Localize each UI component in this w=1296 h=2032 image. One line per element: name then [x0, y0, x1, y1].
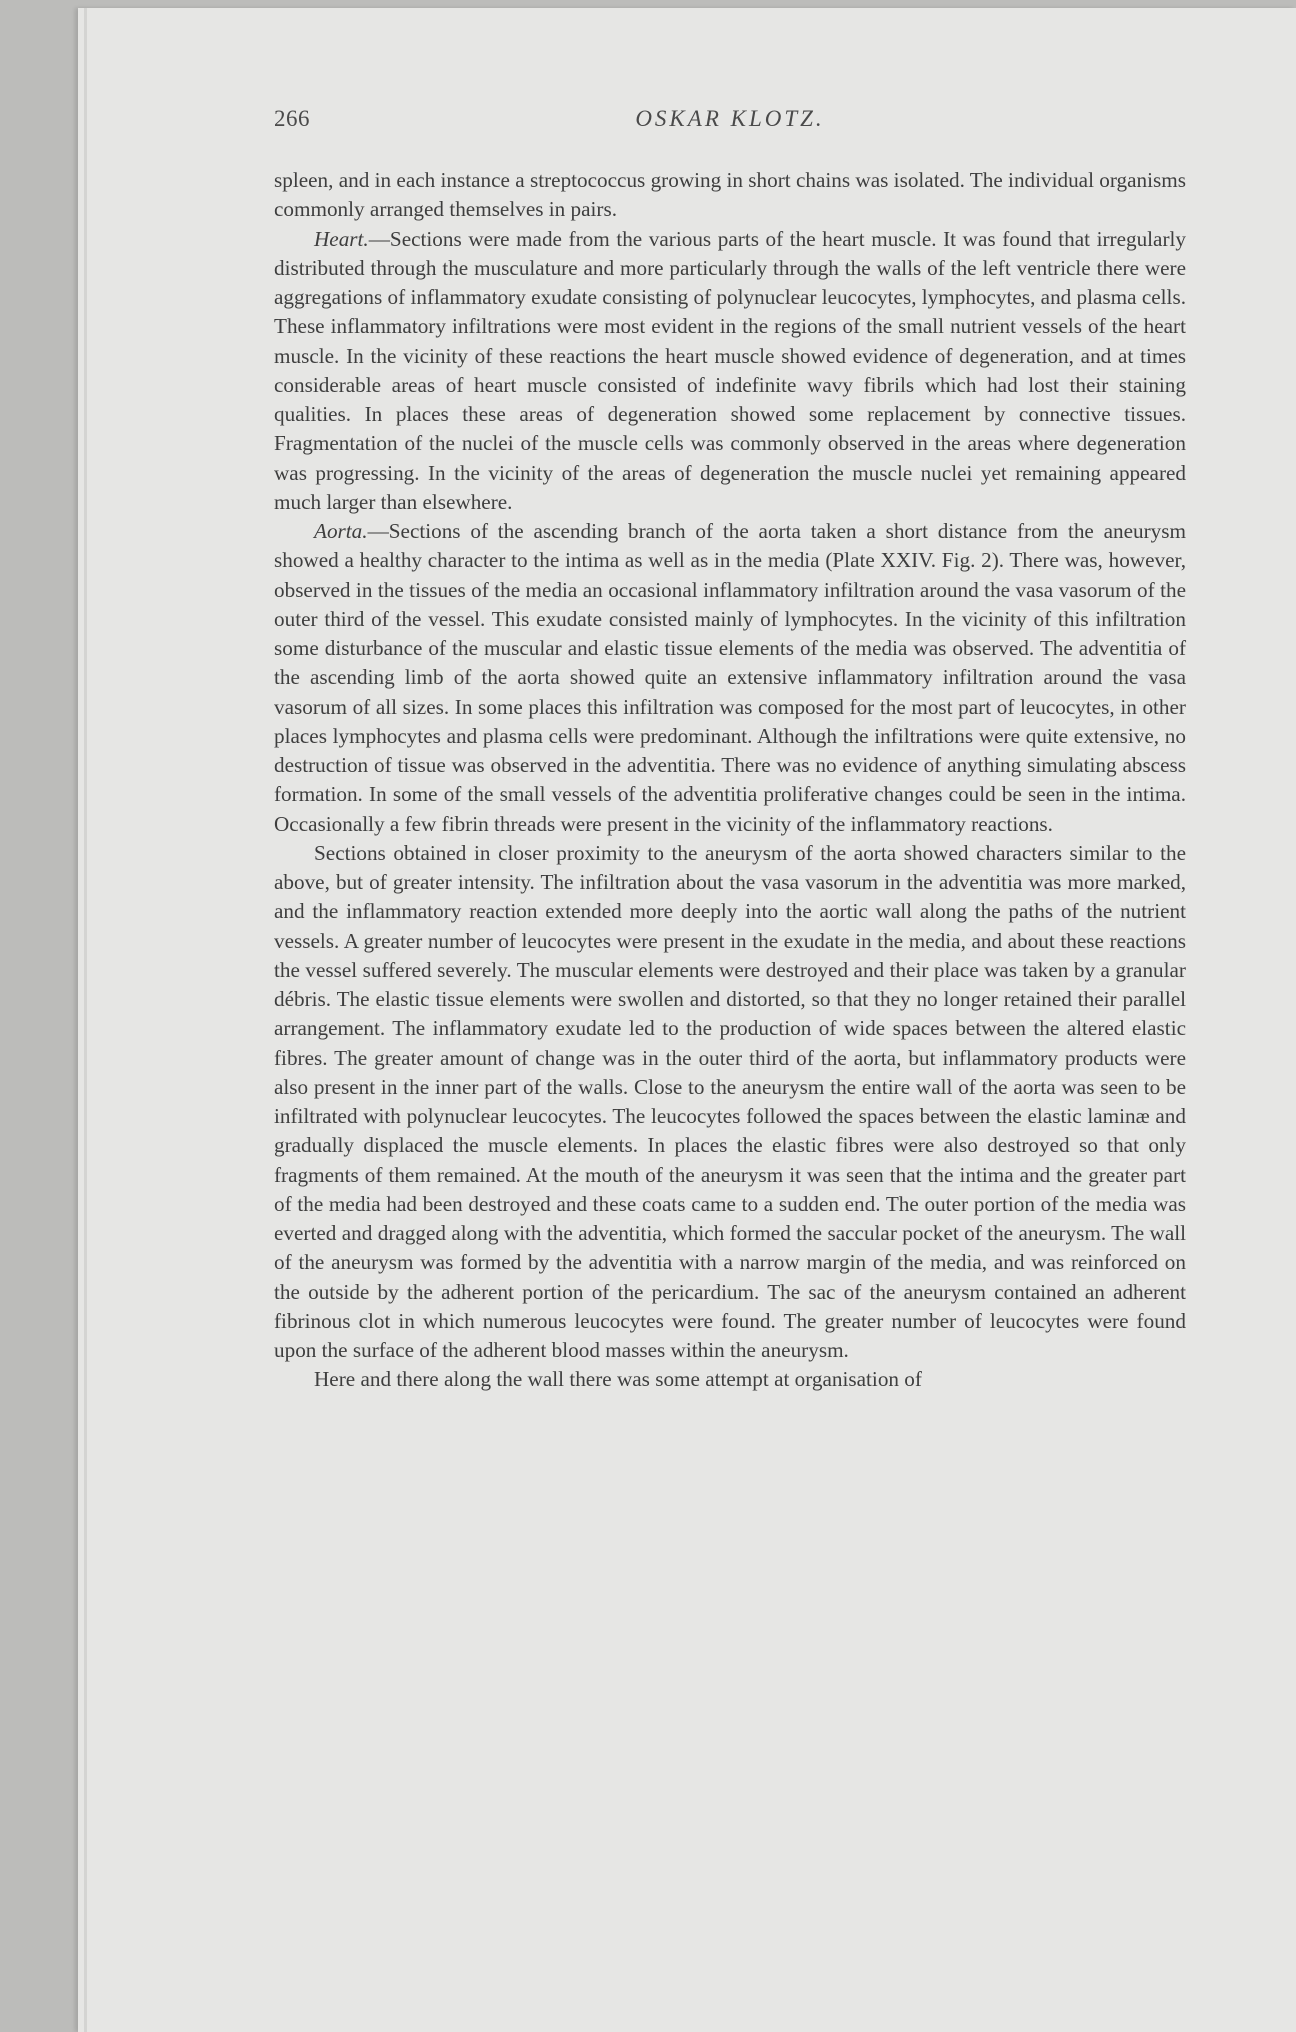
paragraph-aneurysm-sections: Sections obtained in closer proximity to the aneurysm of the aorta showed characters similar to the above, but of greater intensity. The infiltration about the vasa vasorum in the adventitia was more marked, and the inflammatory reaction extended more deeply into the aortic wall along the paths of the nutrient vessels. A greater number of leucocytes were present in the exudate in the media, and about these reactions the vessel suffered severely. The muscular elements were destroyed and their place was taken by a granular débris. The elastic tissue elements were swollen and distorted, so that they no longer retained their parallel arrangement. The inflammatory exudate led to the production of wide spaces between the altered elastic fibres. The greater amount of change was in the outer third of the aorta, but inflammatory products were also present in the inner part of the walls. Close to the aneurysm the entire wall of the aorta was seen to be infiltrated with polynuclear leucocytes. The leucocytes followed the spaces between the elastic laminæ and gradually displaced the muscle elements. In places the elastic fibres were also destroyed so that only fragments of them remained. At the mouth of the aneurysm it was seen that the intima and the greater part of the media had been destroyed and these coats came to a sudden end. The outer portion of the media was everted and dragged along with the adventitia, which formed the saccular pocket of the aneurysm. The wall of the aneurysm was formed by the adventitia with a narrow margin of the media, and was reinforced on the outside by the adherent portion of the pericardium. The sac of the aneurysm contained an adherent fibrinous clot in which numerous leucocytes were found. The greater number of leucocytes were found upon the surface of the adherent blood masses within the aneurysm.	[274, 840, 1186, 1362]
paragraph-heart	[274, 225, 1186, 518]
body-text	[274, 166, 1186, 1395]
page-header	[274, 106, 1186, 138]
page-number: 266	[274, 106, 310, 131]
paragraph-aorta-text: —Sections of the ascending branch of the aorta taken a short distance from the aneurysm showed a healthy character to the intima as well as in the media (Plate XXIV. Fig. 2). There was, however, observed in the tissues of the media an occasional inflammatory infiltration around the vasa vasorum of the outer third of the vessel. This exudate consisted mainly of lymphocytes. In the vicinity of this infiltration some disturbance of the muscular and elastic tissue elements of the media was observed. The adventitia of the ascending limb of the aorta showed quite an extensive inflammatory infiltration around the vasa vasorum of all sizes. In some places this infiltration was composed for the most part of leucocytes, in other places lymphocytes and plasma cells were predominant. Although the infiltrations were quite extensive, no destruction of tissue was observed in the adventitia. There was no evidence of anything simulating abscess formation. In some of the small vessels of the adventitia proliferative changes could be seen in the intima. Occasionally a few fibrin threads were present in the vicinity of the inflammatory reactions.	[274, 519, 1186, 836]
run-in-heading-aorta: Aorta.	[314, 519, 368, 543]
page-edge-shadow	[84, 8, 87, 2032]
paragraph-organisation: Here and there along the wall there was some attempt at organisation of	[314, 1367, 922, 1392]
run-in-heading-heart: Heart.	[314, 226, 369, 251]
paragraph-aorta	[274, 517, 1186, 839]
running-head: OSKAR KLOTZ.	[635, 106, 825, 131]
paragraph-spleen-continuation: spleen, and in each instance a streptococcus growing in short chains was isolated. The individual organisms commonly arranged themselves in pairs.	[274, 168, 1186, 222]
paragraph-heart-text: —Sections were made from the various parts of the heart muscle. It was found that irregularly distributed through the musculature and more particularly through the walls of the left ventricle there were aggregations of inflammatory exudate consisting of polynuclear leucocytes, lymphocytes, and plasma cells. These inflammatory infiltrations were most evident in the regions of the small nutrient vessels of the heart muscle. In the vicinity of these reactions the heart muscle showed evidence of degeneration, and at times considerable areas of heart muscle consisted of indefinite wavy fibrils which had lost their staining qualities. In places these areas of degeneration showed some replacement by connective tissues. Fragmentation of the nuclei of the muscle cells was commonly observed in the areas where degeneration was progressing. In the vicinity of the areas of degeneration the muscle nuclei yet remaining appeared much larger than elsewhere.	[274, 226, 1186, 514]
